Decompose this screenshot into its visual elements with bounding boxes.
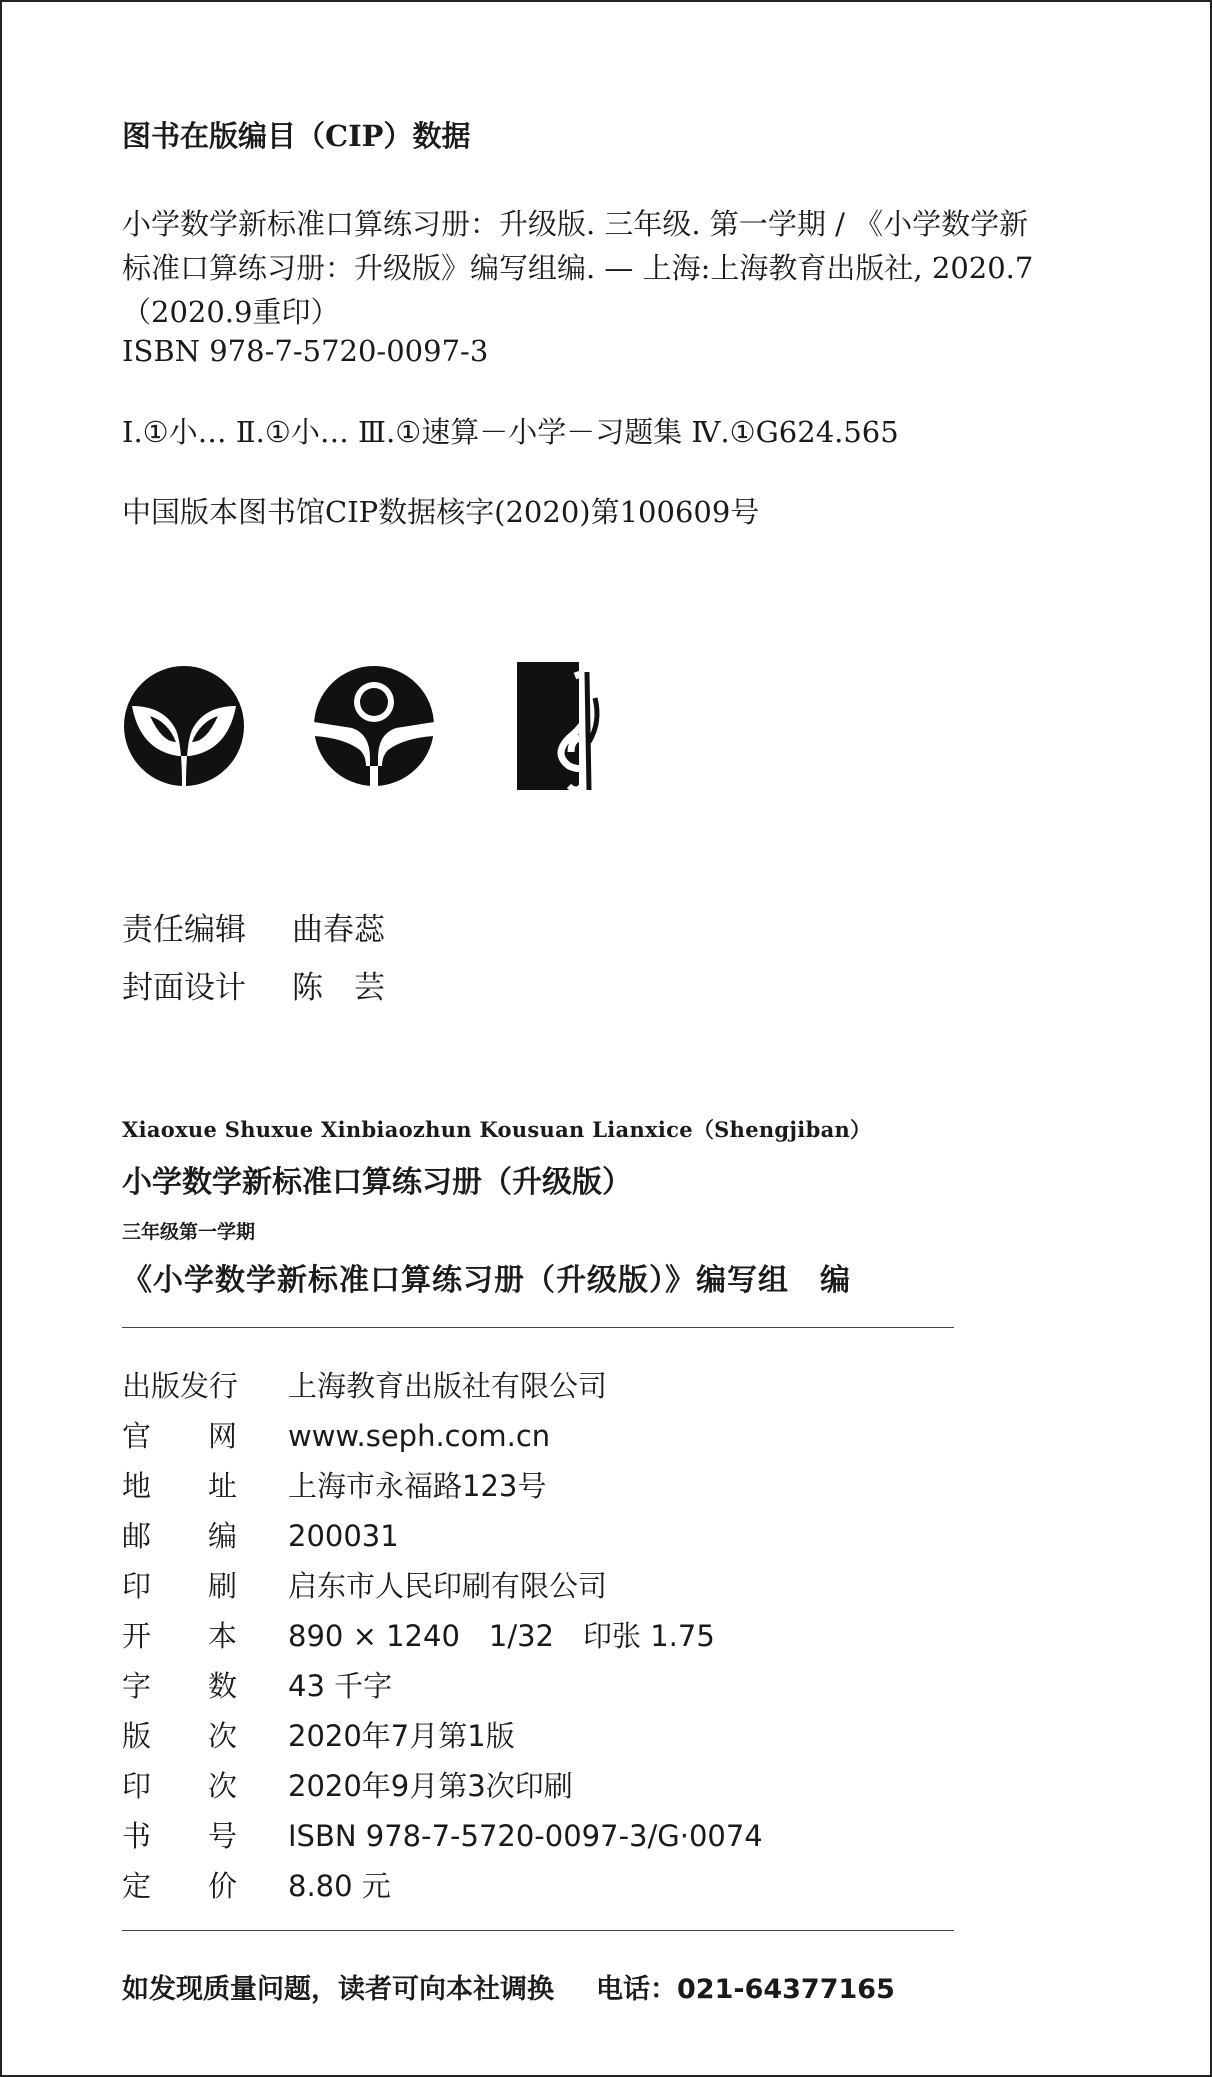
info-label: 次 (208, 1719, 238, 1753)
info-value: 2020年7月第1版 (288, 1719, 515, 1753)
info-row-isbn (122, 1814, 763, 1855)
info-value: 启东市人民印刷有限公司 (288, 1569, 608, 1603)
credit-value: 曲春蕊 (292, 912, 385, 948)
info-value: 2020年9月第3次印刷 (288, 1769, 573, 1803)
quality-notice (122, 1967, 895, 2006)
info-label: 址 (208, 1469, 238, 1503)
treble-clef-emblem-icon (517, 662, 627, 790)
info-row-edition (122, 1714, 515, 1755)
info-label: 版 (122, 1719, 152, 1753)
sprout-emblem-icon (124, 666, 244, 786)
info-row-website (122, 1414, 550, 1455)
info-row-printer (122, 1564, 607, 1605)
credit-editor (122, 904, 385, 949)
credit-cover-design (122, 962, 385, 1007)
phone-text: 电话：021-64377165 (596, 1974, 895, 2005)
pinyin-title: Xiaoxue Shuxue Xinbiaozhun Kousuan Lianxice（Shengjiban） (122, 1117, 872, 1142)
info-label: 字 (122, 1669, 152, 1703)
info-value: 43 千字 (288, 1669, 393, 1703)
info-value: 8.80 元 (288, 1869, 391, 1903)
info-label: 印 (122, 1569, 152, 1603)
notice-text: 如发现质量问题，读者可向本社调换 (122, 1974, 554, 2005)
book-grade: 三年级第一学期 (122, 1221, 256, 1243)
info-value: 200031 (288, 1519, 399, 1553)
cip-isbn: ISBN 978-7-5720-0097-3 (122, 334, 489, 368)
info-label: 邮 (122, 1519, 152, 1553)
info-label: 价 (208, 1869, 238, 1903)
cip-verification: 中国版本图书馆CIP数据核字(2020)第100609号 (122, 495, 760, 529)
info-row-postcode (122, 1514, 399, 1555)
info-value: 上海教育出版社有限公司 (288, 1369, 608, 1403)
cip-classification: Ⅰ.①小… Ⅱ.①小… Ⅲ.①速算－小学－习题集 Ⅳ.①G624.565 (122, 415, 899, 449)
info-label: 出版发行 (122, 1369, 239, 1403)
info-label: 刷 (208, 1569, 238, 1603)
publisher-logos (122, 662, 642, 797)
info-row-price (122, 1864, 391, 1905)
info-row-word-count (122, 1664, 392, 1705)
info-row-address (122, 1464, 546, 1505)
info-label: 次 (208, 1769, 238, 1803)
credit-label: 责任编辑 (122, 912, 246, 948)
info-value: 890 × 1240 1/32 印张 1.75 (288, 1619, 715, 1653)
info-value: ISBN 978-7-5720-0097-3/G·0074 (288, 1819, 763, 1853)
info-row-format (122, 1614, 715, 1655)
divider (122, 1930, 954, 1931)
info-label: 印 (122, 1769, 152, 1803)
info-label: 网 (208, 1419, 238, 1453)
cip-heading: 图书在版编目（CIP）数据 (122, 119, 471, 153)
credit-label: 封面设计 (122, 970, 246, 1006)
info-label: 定 (122, 1869, 152, 1903)
cip-line: 标准口算练习册：升级版》编写组编. — 上海:上海教育出版社, 2020.7 (122, 251, 1034, 285)
info-value: 上海市永福路123号 (288, 1469, 547, 1503)
info-row-printing (122, 1764, 573, 1805)
cip-line: 小学数学新标准口算练习册：升级版. 三年级. 第一学期 / 《小学数学新 (122, 207, 1029, 241)
book-title: 小学数学新标准口算练习册（升级版） (122, 1165, 632, 1200)
info-label: 编 (208, 1519, 238, 1553)
info-label: 书 (122, 1819, 152, 1853)
info-label: 数 (208, 1669, 238, 1703)
book-editor: 《小学数学新标准口算练习册（升级版）》编写组 编 (122, 1263, 851, 1298)
info-label: 官 (122, 1419, 152, 1453)
flower-emblem-icon (314, 666, 434, 786)
info-label: 开 (122, 1619, 152, 1653)
info-row-publisher (122, 1364, 607, 1405)
info-label: 本 (208, 1619, 238, 1653)
divider (122, 1327, 954, 1328)
info-label: 地 (122, 1469, 152, 1503)
info-value: www.seph.com.cn (288, 1419, 551, 1453)
info-label: 号 (208, 1819, 238, 1853)
cip-line: （2020.9重印） (122, 295, 340, 329)
credit-value: 陈 芸 (292, 970, 385, 1006)
